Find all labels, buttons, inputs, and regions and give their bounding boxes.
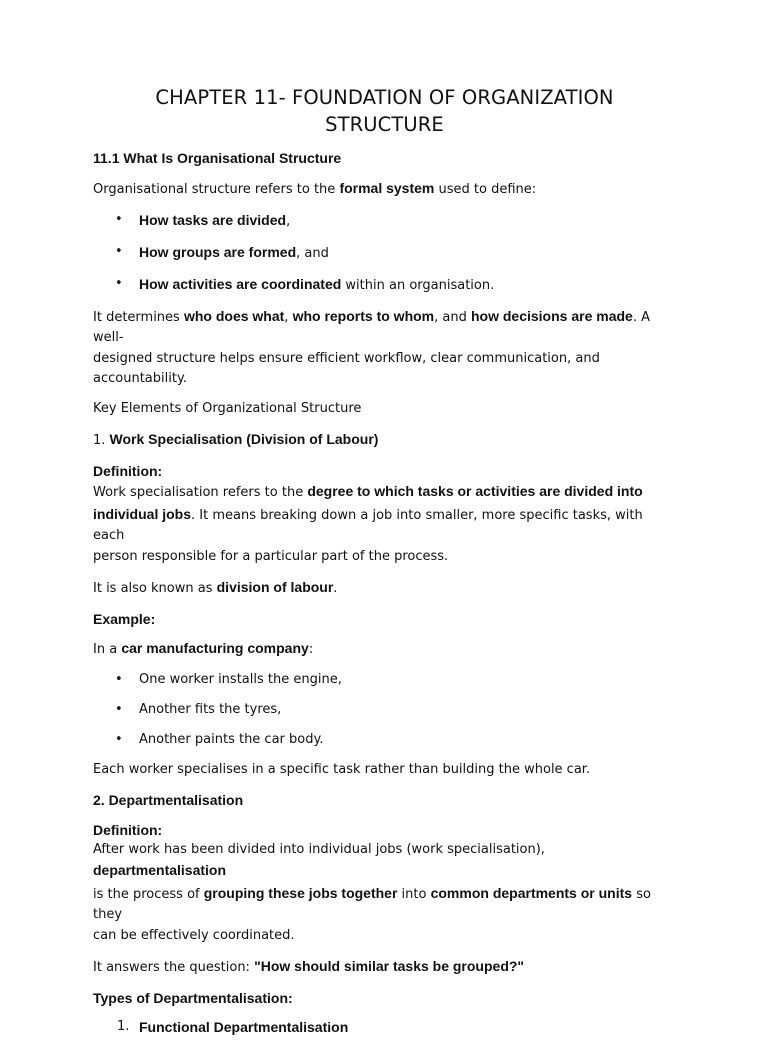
work-specialisation-heading: 1. Work Specialisation (Division of Labour) [93, 431, 379, 448]
types-list [93, 1017, 676, 1040]
definition-label: Definition: [93, 821, 163, 838]
list-item: • One worker installs the engine, [93, 670, 676, 691]
question-paragraph: It answers the question: "How should similar tasks be grouped?" [93, 957, 525, 975]
bullet-icon: • [115, 275, 123, 291]
bullet-icon: • [115, 732, 123, 747]
title-line-2: STRUCTURE [325, 113, 444, 136]
bullet-icon: • [115, 211, 123, 227]
example-intro: In a car manufacturing company: [93, 640, 314, 657]
structure-bullet-list [93, 210, 676, 297]
list-item: • How tasks are divided, [115, 211, 291, 229]
list-item: • Another paints the car body. [93, 730, 676, 751]
summary-paragraph: Each worker specialises in a specific task rather than building the whole car. [93, 762, 591, 777]
list-item: 1. Functional Departmentalisation [117, 1019, 349, 1035]
key-elements-label: Key Elements of Organizational Structure [93, 401, 362, 416]
list-item: • How groups are formed, and [115, 243, 329, 261]
aka-paragraph: It is also known as division of labour. [93, 578, 338, 596]
example-label: Example: [93, 610, 156, 627]
section-heading: 11.1 What Is Organisational Structure [93, 150, 342, 166]
bullet-icon: • [115, 702, 123, 717]
page-title [93, 84, 676, 138]
determines-paragraph: It determines who does what, who reports to whom, and how decisions are made. A well- designed structure helps ensure efficient workflow, clear communication, and accountability. [93, 307, 650, 386]
definition-paragraph: Work specialisation refers to the degree to which tasks or activities are divided into individual jobs. It means breaking down a job into smaller, more specific tasks, with each person responsible for a particular part of the process. [93, 483, 643, 564]
departmentalisation-definition: After work has been divided into individual jobs (work specialisation), departmentalisation is the process of grouping these jobs together into common departments or units so they can be effectively coordinated. [93, 841, 651, 943]
list-item: • How activities are coordinated within an organisation. [115, 275, 495, 293]
example-bullet-list [93, 670, 676, 751]
departmentalisation-heading: 2. Departmentalisation [93, 792, 244, 808]
bullet-icon: • [115, 243, 123, 259]
types-label: Types of Departmentalisation: [93, 989, 293, 1006]
intro-paragraph: Organisational structure refers to the formal system used to define: [93, 179, 537, 197]
bullet-icon: • [115, 672, 123, 687]
definition-label: Definition: [93, 463, 163, 479]
list-item: • Another fits the tyres, [93, 700, 676, 721]
title-line-1: CHAPTER 11- FOUNDATION OF ORGANIZATION [155, 86, 614, 109]
